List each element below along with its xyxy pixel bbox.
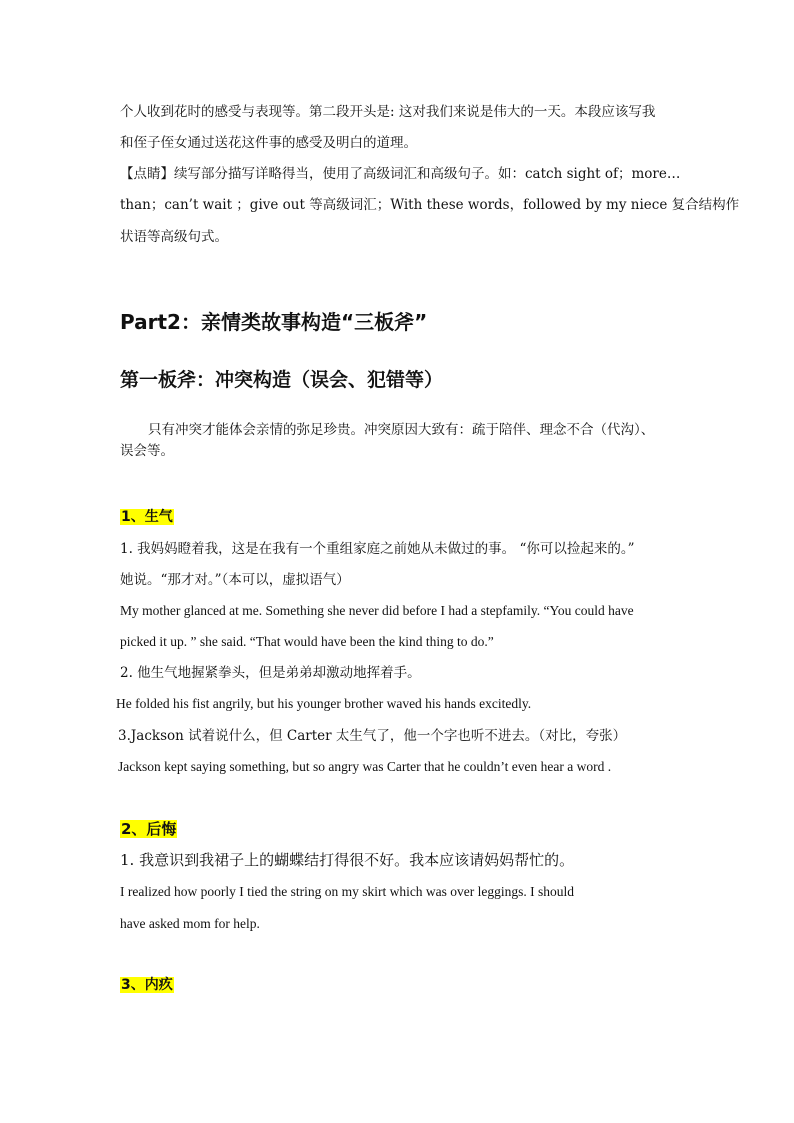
subheading-regret [120,819,177,840]
subheading-guilt-label: 3、内疚 [121,977,173,993]
intro-line-2: 和侄子侄女通过送花这件事的感受及明白的道理。 [120,135,417,151]
regret-s1-en-line-1: I realized how poorly I tied the string on my skirt which was over leggings. I should [120,884,575,899]
anger-s1-cn-line-2: 她说。“那才对。”（本可以，虚拟语气） [120,572,350,588]
anger-s1-cn-line-1: 1. 我妈妈瞪着我，这是在我有一个重组家庭之前她从未做过的事。 “你可以捡起来的。” [120,541,635,557]
intro-line-1: 个人收到花时的感受与表现等。第二段开头是: 这对我们来说是伟大的一天。本段应该写我 [120,104,656,120]
anger-s2-cn: 2. 他生气地握紧拳头，但是弟弟却激动地挥着手。 [120,665,421,681]
subheading-guilt [120,975,174,995]
anger-s1-en-line-2: picked it up. ” she said. “That would have been the kind thing to do.” [120,634,494,649]
intro-line-4: than；can’t wait ；give out 等高级词汇；With these words，followed by my niece 复合结构作 [120,197,740,213]
subheading-anger-label: 1、生气 [121,509,173,525]
anger-s1-en-line-1: My mother glanced at me. Something she never did before I had a stepfamily. “You could have [120,603,634,618]
subheading-anger [120,507,174,527]
section-title: 第一板斧：冲突构造（误会、犯错等） [120,369,444,391]
intro-line-3: 【点睛】续写部分描写详略得当，使用了高级词汇和高级句子。如：catch sight of；more… [120,166,681,182]
part-title: Part2：亲情类故事构造“三板斧” [120,310,428,334]
section-intro-line-2: 误会等。 [120,443,174,459]
regret-s1-en-line-2: have asked mom for help. [120,916,260,931]
regret-s1-cn: 1. 我意识到我裙子上的蝴蝶结打得很不好。我本应该请妈妈帮忙的。 [120,851,575,869]
intro-line-5: 状语等高级句式。 [120,229,228,245]
subheading-regret-label: 2、后悔 [121,820,177,838]
section-intro-line-1: 只有冲突才能体会亲情的弥足珍贵。冲突原因大致有：疏于陪伴、理念不合（代沟）、 [148,422,655,438]
anger-s3-cn: 3.Jackson 试着说什么，但 Carter 太生气了，他一个字也听不进去。（对比，夸张） [118,728,627,744]
anger-s3-en: Jackson kept saying something, but so angry was Carter that he couldn’t even hear a word . [118,759,612,774]
anger-s2-en: He folded his fist angrily, but his younger brother waved his hands excitedly. [116,696,532,711]
